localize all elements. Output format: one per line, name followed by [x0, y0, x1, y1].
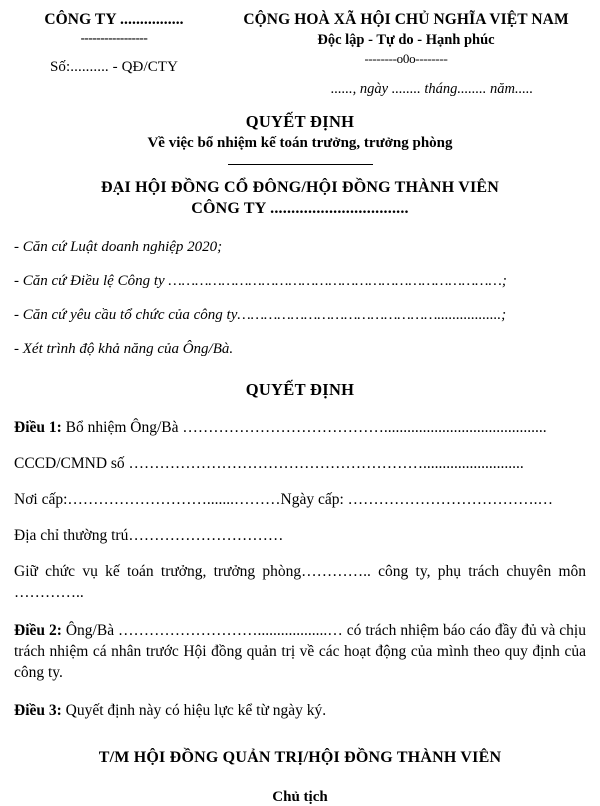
signer-role: Chủ tịch — [272, 789, 328, 805]
clause-text: Giữ chức vụ kế toán trưởng, trưởng phòng………….. công ty, phụ trách chuyên môn ………….. — [14, 563, 586, 601]
clause-issue-place-date — [14, 489, 586, 510]
motto-rule: --------o0o-------- — [364, 51, 448, 66]
clause-dieu-1 — [14, 417, 586, 438]
national-title: CỘNG HOÀ XÃ HỘI CHỦ NGHĨA VIỆT NAM — [243, 11, 569, 28]
document-number: Số:.......... - QĐ/CTY — [49, 59, 179, 75]
title-block — [0, 112, 600, 165]
signing-authority: T/M HỘI ĐỒNG QUẢN TRỊ/HỘI ĐỒNG THÀNH VIÊN — [98, 749, 502, 766]
legal-basis-item: - Căn cứ yêu cầu tổ chức của công ty……………………………………….................; — [14, 307, 507, 323]
clause-label: Điều 3: — [14, 702, 62, 719]
clause-text: Địa chỉ thường trú………………………… — [14, 527, 284, 544]
header-left-block — [8, 10, 220, 76]
clause-dieu-2 — [14, 620, 586, 683]
signature-block — [14, 749, 586, 806]
header-right-block — [220, 10, 592, 98]
national-motto: Độc lập - Tự do - Hạnh phúc — [317, 32, 495, 48]
clause-text: Bổ nhiệm Ông/Bà ………………………………….......................................... — [61, 419, 547, 436]
legal-basis-item: - Căn cứ Luật doanh nghiệp 2020; — [14, 239, 223, 255]
title-divider — [228, 164, 373, 165]
clause-label: Điều 2: — [14, 622, 62, 639]
company-name-rule: ----------------- — [80, 30, 148, 45]
document-subtitle: Về việc bổ nhiệm kế toán trưởng, trưởng phòng — [147, 135, 453, 151]
decide-heading: QUYẾT ĐỊNH — [245, 380, 355, 399]
issuing-body-company: CÔNG TY ................................. — [191, 200, 409, 217]
clause-text: CCCD/CMND số ………………………………………………….......................... — [14, 455, 524, 472]
clause-text: Ông/Bà ………………………..................… có trách nhiệm báo cáo đầy đủ và chịu trách nhiệm cá nhân trước Hội đồng quản trị về các hoạt động của mình theo quy định của công ty. — [14, 622, 586, 681]
clause-label: Điều 1: — [14, 419, 62, 436]
document-body — [0, 238, 600, 806]
issuing-body-block — [0, 179, 600, 218]
clause-text: Nơi cấp:……………………….......………Ngày cấp: ……………………………….… — [14, 491, 554, 508]
legal-basis-item: - Xét trình độ khả năng của Ông/Bà. — [14, 341, 234, 357]
clause-dieu-3 — [14, 700, 586, 721]
clause-text: Quyết định này có hiệu lực kể từ ngày ký. — [61, 702, 327, 719]
document-title: QUYẾT ĐỊNH — [245, 112, 355, 131]
company-name: CÔNG TY ................ — [44, 11, 184, 28]
date-line: ......, ngày ........ tháng........ năm..... — [330, 81, 534, 97]
document-header — [0, 0, 600, 98]
issuing-body-name: ĐẠI HỘI ĐỒNG CỔ ĐÔNG/HỘI ĐỒNG THÀNH VIÊN — [100, 179, 500, 196]
legal-basis-list — [14, 238, 586, 358]
clause-residence — [14, 525, 586, 546]
clause-id-number — [14, 453, 586, 474]
clause-position — [14, 561, 586, 603]
legal-basis-item: - Căn cứ Điều lệ Công ty …………………………………………………………………; — [14, 273, 507, 289]
